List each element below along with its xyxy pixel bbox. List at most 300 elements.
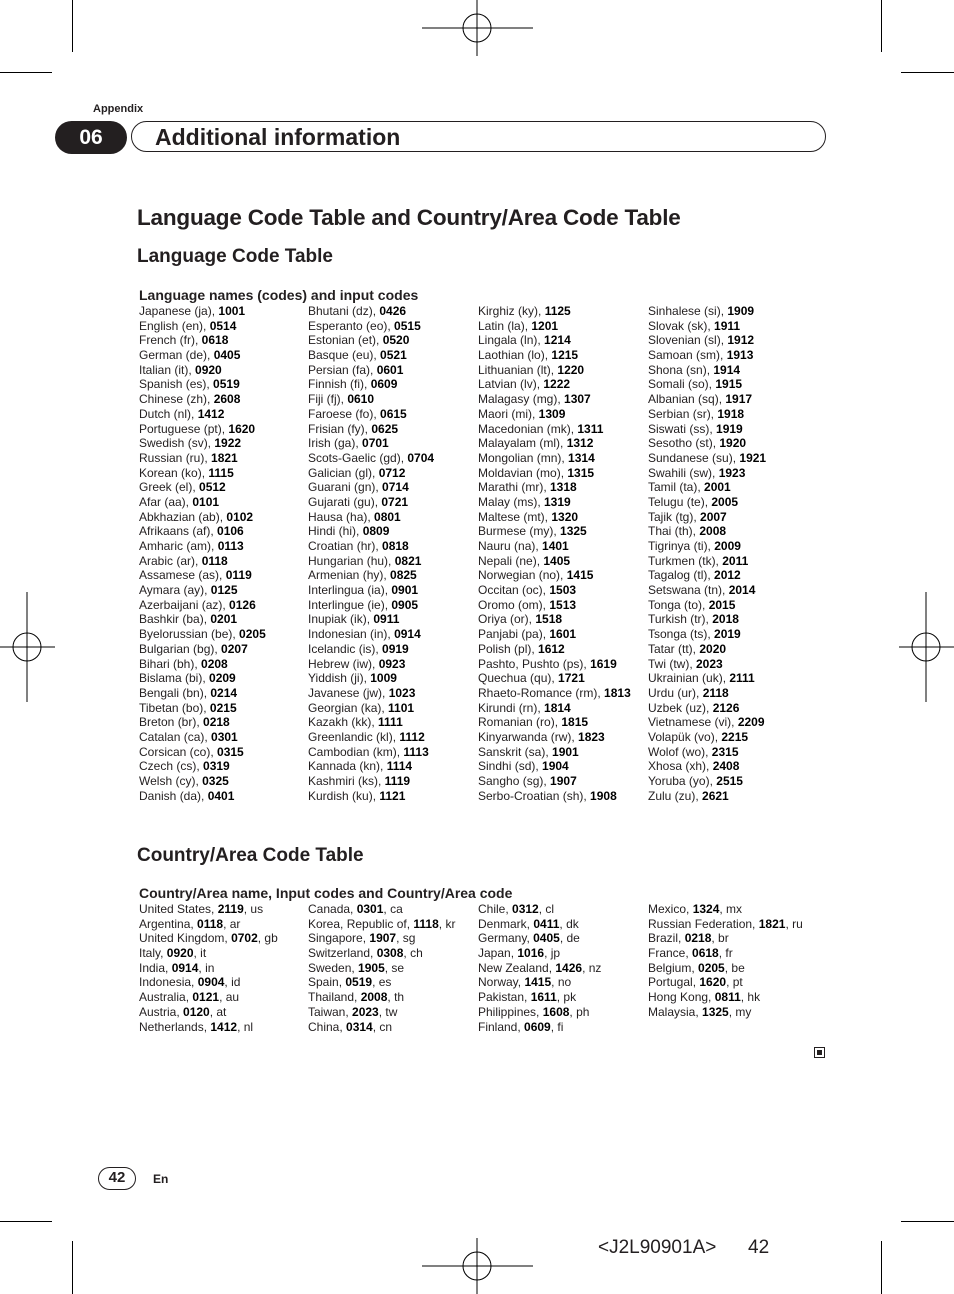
entry-code: 2023 xyxy=(352,1004,379,1019)
entry-name: Slovak (sk), xyxy=(648,318,715,333)
entry-code: 0818 xyxy=(382,539,409,553)
entry-code: 0401 xyxy=(207,788,235,803)
crop-mark xyxy=(881,0,882,52)
entry-name: Corsican (co), xyxy=(139,744,218,759)
language-entry xyxy=(648,568,766,583)
page-number-badge: 42 xyxy=(98,1167,136,1190)
country-entry xyxy=(308,1005,455,1020)
language-entry xyxy=(478,759,631,774)
entry-suffix: , no xyxy=(551,975,572,990)
entry-code: 0821 xyxy=(394,553,422,568)
language-entry xyxy=(308,510,434,525)
entry-code: 1503 xyxy=(549,583,577,598)
entry-code: 1901 xyxy=(552,744,579,759)
entry-code: 1918 xyxy=(717,406,745,421)
entry-code: 0113 xyxy=(217,539,244,553)
entry-code: 2126 xyxy=(712,700,740,715)
language-entry xyxy=(139,333,266,348)
language-column-4 xyxy=(648,304,766,803)
entry-name: Chinese (zh), xyxy=(139,392,214,407)
language-entry xyxy=(308,789,434,804)
entry-name: Indonesia, xyxy=(139,975,198,990)
language-entry xyxy=(308,612,434,627)
entry-name: Swedish (sv), xyxy=(139,436,215,451)
entry-code: 0218 xyxy=(203,715,230,730)
entry-code: 0512 xyxy=(199,480,226,495)
country-entry xyxy=(648,917,803,932)
entry-name: Dutch (nl), xyxy=(139,406,198,421)
language-entry xyxy=(139,377,266,392)
language-entry xyxy=(308,348,434,363)
entry-suffix: , gb xyxy=(257,931,278,946)
entry-code: 1314 xyxy=(568,450,595,465)
entry-name: Taiwan, xyxy=(308,1004,353,1019)
entry-name: Norwegian (no), xyxy=(478,568,567,583)
entry-name: Greek (el), xyxy=(139,480,200,495)
entry-code: 0618 xyxy=(692,946,719,961)
entry-name: Frisian (fy), xyxy=(308,421,372,436)
entry-code: 0411 xyxy=(533,916,560,931)
country-entry xyxy=(139,946,278,961)
language-entry xyxy=(478,789,631,804)
language-entry xyxy=(139,657,266,672)
entry-code: 2315 xyxy=(711,744,739,759)
entry-code: 1121 xyxy=(379,788,406,803)
entry-code: 2020 xyxy=(699,641,727,656)
entry-name: Faroese (fo), xyxy=(308,406,381,421)
entry-code: 0920 xyxy=(195,362,222,377)
job-code: <J2L90901A> xyxy=(598,1237,717,1258)
language-entry xyxy=(139,671,266,686)
entry-name: Malagasy (mg), xyxy=(478,392,565,407)
entry-suffix: , pt xyxy=(726,975,743,990)
entry-name: Portuguese (pt), xyxy=(139,421,229,436)
entry-name: United Kingdom, xyxy=(139,931,232,946)
entry-code: 0106 xyxy=(217,524,244,539)
entry-name: Aymara (ay), xyxy=(139,583,211,598)
entry-name: Latin (la), xyxy=(478,318,532,333)
crop-mark xyxy=(901,1221,954,1222)
entry-name: Telugu (te), xyxy=(648,494,712,509)
language-entry xyxy=(139,319,266,334)
entry-code: 0118 xyxy=(197,916,224,931)
entry-code: 0712 xyxy=(378,465,406,480)
entry-code: 2119 xyxy=(217,902,244,916)
entry-code: 0214 xyxy=(210,685,238,700)
language-entry xyxy=(139,568,266,583)
entry-name: Maltese (mt), xyxy=(478,509,552,524)
entry-name: India, xyxy=(139,960,172,975)
entry-code: 1325 xyxy=(702,1004,729,1019)
entry-name: Catalan (ca), xyxy=(139,729,212,744)
entry-code: 1412 xyxy=(197,406,225,421)
language-entry xyxy=(648,422,766,437)
entry-name: Latvian (lv), xyxy=(478,377,544,392)
language-entry xyxy=(308,627,434,642)
language-entry xyxy=(478,715,631,730)
entry-code: 1312 xyxy=(566,436,594,451)
crop-mark xyxy=(72,0,73,52)
language-entry xyxy=(308,701,434,716)
entry-name: Sangho (sg), xyxy=(478,774,551,788)
language-entry xyxy=(478,612,631,627)
entry-code: 1118 xyxy=(413,916,439,931)
language-entry xyxy=(308,422,434,437)
language-entry xyxy=(648,407,766,422)
language-entry xyxy=(478,319,631,334)
language-entry xyxy=(308,436,434,451)
entry-suffix: , tw xyxy=(378,1004,398,1019)
language-entry xyxy=(139,789,266,804)
entry-code: 0201 xyxy=(210,612,238,627)
language-entry xyxy=(478,524,631,539)
entry-name: Panjabi (pa), xyxy=(478,627,550,642)
registration-mark-icon xyxy=(0,592,55,702)
entry-code: 0911 xyxy=(373,612,400,627)
entry-code: 0208 xyxy=(201,656,228,671)
entry-name: Fiji (fj), xyxy=(308,392,348,407)
entry-code: 1914 xyxy=(713,362,741,377)
language-entry xyxy=(308,333,434,348)
language-entry xyxy=(139,480,266,495)
entry-code: 1201 xyxy=(531,318,559,333)
entry-name: Tamil (ta), xyxy=(648,480,705,495)
entry-name: Oriya (or), xyxy=(478,612,536,627)
language-entry xyxy=(139,554,266,569)
language-entry xyxy=(308,730,434,745)
language-entry xyxy=(478,686,631,701)
entry-name: Galician (gl), xyxy=(308,465,379,480)
chapter-number-badge: 06 xyxy=(55,121,127,154)
language-entry xyxy=(648,554,766,569)
entry-suffix: , ru xyxy=(785,916,803,931)
language-entry xyxy=(648,377,766,392)
entry-name: Bulgarian (bg), xyxy=(139,641,222,656)
entry-name: France, xyxy=(648,946,693,961)
entry-code: 1009 xyxy=(370,671,397,686)
entry-name: Tajik (tg), xyxy=(648,509,701,524)
entry-suffix: , it xyxy=(193,946,207,961)
entry-code: 1114 xyxy=(386,759,413,774)
entry-name: Thai (th), xyxy=(648,524,700,539)
entry-name: Cambodian (km), xyxy=(308,744,404,759)
language-entry xyxy=(648,392,766,407)
language-entry xyxy=(139,363,266,378)
language-entry xyxy=(308,642,434,657)
entry-code: 2001 xyxy=(704,480,731,495)
entry-name: Sweden, xyxy=(308,960,359,975)
language-entry xyxy=(478,436,631,451)
entry-code: 1111 xyxy=(378,715,403,730)
entry-code: 1912 xyxy=(727,333,755,348)
entry-name: Burmese (my), xyxy=(478,524,561,539)
language-entry xyxy=(478,348,631,363)
entry-name: Sundanese (su), xyxy=(648,450,740,465)
entry-code: 2008 xyxy=(699,524,727,539)
entry-name: Sanskrit (sa), xyxy=(478,744,553,759)
entry-suffix: , au xyxy=(219,990,240,1005)
language-entry xyxy=(139,495,266,510)
entry-code: 2023 xyxy=(696,656,723,671)
appendix-label: Appendix xyxy=(93,103,144,115)
language-entry xyxy=(308,480,434,495)
country-entry xyxy=(139,1005,278,1020)
crop-mark xyxy=(0,1221,52,1222)
entry-name: Urdu (ur), xyxy=(648,685,703,700)
entry-name: Armenian (hy), xyxy=(308,568,391,583)
entry-name: Lingala (ln), xyxy=(478,333,545,348)
entry-code: 1611 xyxy=(530,990,557,1005)
country-entry xyxy=(139,1020,278,1035)
entry-code: 0825 xyxy=(390,568,417,583)
language-entry xyxy=(648,319,766,334)
entry-name: Spanish (es), xyxy=(139,377,214,392)
entry-code: 2014 xyxy=(728,583,756,598)
entry-name: Afar (aa), xyxy=(139,494,193,509)
country-entry xyxy=(308,931,455,946)
entry-name: Austria, xyxy=(139,1004,184,1019)
entry-code: 1919 xyxy=(716,421,743,436)
entry-name: Swahili (sw), xyxy=(648,465,719,480)
language-entry xyxy=(478,333,631,348)
country-table-heading: Country/Area name, Input codes and Country/Area code xyxy=(139,885,513,901)
entry-suffix: , th xyxy=(387,990,405,1005)
entry-code: 0904 xyxy=(197,975,225,990)
entry-name: Zulu (zu), xyxy=(648,788,703,803)
language-entry xyxy=(308,466,434,481)
entry-code: 0205 xyxy=(239,627,266,642)
language-entry xyxy=(139,627,266,642)
language-entry xyxy=(478,422,631,437)
entry-name: Slovenian (sl), xyxy=(648,333,728,348)
entry-suffix: , fr xyxy=(718,946,733,961)
entry-name: Japan, xyxy=(478,946,518,961)
entry-code: 0914 xyxy=(394,627,421,642)
language-entry xyxy=(478,598,631,613)
entry-suffix: , de xyxy=(559,931,580,946)
entry-code: 0319 xyxy=(203,759,230,774)
entry-name: Kazakh (kk), xyxy=(308,715,379,730)
entry-code: 1101 xyxy=(388,700,415,715)
entry-code: 1911 xyxy=(714,318,741,333)
entry-code: 1405 xyxy=(543,553,571,568)
entry-name: Mexico, xyxy=(648,902,693,916)
entry-name: Kinyarwanda (rw), xyxy=(478,729,579,744)
entry-suffix: , se xyxy=(384,960,405,975)
entry-name: Occitan (oc), xyxy=(478,583,550,598)
entry-name: Spain, xyxy=(308,975,346,990)
entry-code: 0923 xyxy=(378,656,406,671)
entry-name: Belgium, xyxy=(648,960,699,975)
entry-code: 1016 xyxy=(517,946,545,961)
entry-suffix: , pk xyxy=(556,990,577,1005)
country-entry xyxy=(648,990,803,1005)
entry-name: Polish (pl), xyxy=(478,641,539,656)
entry-name: English (en), xyxy=(139,318,210,333)
entry-suffix: , mx xyxy=(719,902,743,916)
language-entry xyxy=(139,348,266,363)
entry-name: German (de), xyxy=(139,348,214,363)
entry-name: Estonian (et), xyxy=(308,333,383,348)
entry-code: 1426 xyxy=(555,960,583,975)
entry-name: Amharic (am), xyxy=(139,539,218,553)
entry-name: Chile, xyxy=(478,902,513,916)
language-entry xyxy=(478,745,631,760)
entry-name: Italy, xyxy=(139,946,167,961)
entry-suffix: , jp xyxy=(544,946,561,961)
language-entry xyxy=(308,304,434,319)
language-entry xyxy=(648,598,766,613)
entry-name: Lithuanian (lt), xyxy=(478,362,558,377)
language-entry xyxy=(648,657,766,672)
language-entry xyxy=(648,627,766,642)
entry-code: 1815 xyxy=(561,715,589,730)
language-entry xyxy=(478,701,631,716)
language-entry xyxy=(478,657,631,672)
entry-name: Irish (ga), xyxy=(308,436,363,451)
country-entry xyxy=(139,975,278,990)
language-entry xyxy=(648,304,766,319)
entry-code: 1412 xyxy=(210,1019,238,1034)
country-entry xyxy=(478,1020,601,1035)
language-entry xyxy=(478,568,631,583)
language-entry xyxy=(308,407,434,422)
entry-code: 1908 xyxy=(590,788,617,803)
entry-name: Guarani (gn), xyxy=(308,480,383,495)
language-entry xyxy=(308,774,434,789)
country-entry xyxy=(478,1005,601,1020)
country-entry xyxy=(308,902,455,917)
entry-code: 1325 xyxy=(560,524,587,539)
entry-code: 1320 xyxy=(551,509,579,524)
entry-code: 1821 xyxy=(758,916,786,931)
language-entry xyxy=(478,392,631,407)
language-entry xyxy=(478,304,631,319)
entry-suffix: , br xyxy=(711,931,729,946)
entry-name: Volapük (vo), xyxy=(648,729,722,744)
entry-name: Korea, Republic of, xyxy=(308,916,414,931)
entry-name: Russian (ru), xyxy=(139,450,212,465)
language-entry xyxy=(139,539,266,554)
entry-suffix: , ca xyxy=(383,902,403,916)
entry-code: 0515 xyxy=(394,318,421,333)
entry-code: 0702 xyxy=(231,931,258,946)
entry-code: 1023 xyxy=(388,685,416,700)
entry-name: Gujarati (gu), xyxy=(308,494,382,509)
language-entry xyxy=(648,715,766,730)
country-column-4 xyxy=(648,902,803,1020)
entry-name: Romanian (ro), xyxy=(478,715,562,730)
entry-name: Hausa (ha), xyxy=(308,509,375,524)
entry-code: 0314 xyxy=(346,1019,373,1034)
entry-suffix: , in xyxy=(198,960,215,975)
entry-code: 1813 xyxy=(604,685,631,700)
language-entry xyxy=(478,480,631,495)
language-entry xyxy=(648,495,766,510)
entry-code: 2111 xyxy=(729,671,755,686)
crop-mark xyxy=(901,72,954,73)
entry-code: 1601 xyxy=(549,627,577,642)
entry-name: Tibetan (bo), xyxy=(139,700,210,715)
language-entry xyxy=(648,789,766,804)
entry-name: Bhutani (dz), xyxy=(308,304,380,318)
entry-name: Moldavian (mo), xyxy=(478,465,568,480)
entry-name: Mongolian (mn), xyxy=(478,450,569,465)
entry-code: 1915 xyxy=(715,377,743,392)
entry-name: Kannada (kn), xyxy=(308,759,387,774)
entry-suffix: , dk xyxy=(559,916,579,931)
language-entry xyxy=(308,568,434,583)
entry-name: Kirundi (rn), xyxy=(478,700,545,715)
entry-name: Kirghiz (ky), xyxy=(478,304,545,318)
entry-code: 2608 xyxy=(213,392,241,407)
entry-code: 0615 xyxy=(380,406,407,421)
entry-name: Tatar (tt), xyxy=(648,641,700,656)
entry-code: 0325 xyxy=(202,774,229,788)
language-entry xyxy=(139,451,266,466)
entry-name: Netherlands, xyxy=(139,1019,211,1034)
entry-code: 0618 xyxy=(201,333,229,348)
country-entry xyxy=(308,975,455,990)
language-entry xyxy=(139,510,266,525)
entry-code: 2215 xyxy=(721,729,749,744)
entry-name: Switzerland, xyxy=(308,946,377,961)
country-entry xyxy=(648,975,803,990)
entry-code: 0405 xyxy=(533,931,560,946)
entry-code: 1001 xyxy=(218,304,246,318)
entry-suffix: , us xyxy=(243,902,264,916)
language-entry xyxy=(139,701,266,716)
entry-code: 0405 xyxy=(213,348,241,363)
entry-name: Interlingue (ie), xyxy=(308,597,392,612)
entry-name: Czech (cs), xyxy=(139,759,204,774)
country-entry xyxy=(139,902,278,917)
entry-name: Yoruba (yo), xyxy=(648,774,717,788)
entry-code: 1721 xyxy=(558,671,585,686)
language-entry xyxy=(139,466,266,481)
entry-suffix: , sg xyxy=(396,931,416,946)
entry-code: 0126 xyxy=(229,597,256,612)
language-entry xyxy=(139,583,266,598)
entry-name: Basque (eu), xyxy=(308,348,381,363)
entry-code: 0205 xyxy=(698,960,725,975)
entry-name: Singapore, xyxy=(308,931,370,946)
language-entry xyxy=(139,407,266,422)
language-entry xyxy=(308,319,434,334)
entry-code: 2621 xyxy=(702,788,729,803)
entry-code: 0315 xyxy=(217,744,244,759)
entry-name: Finnish (fi), xyxy=(308,377,371,392)
entry-name: Javanese (jw), xyxy=(308,685,389,700)
entry-suffix: , ar xyxy=(223,916,241,931)
country-entry xyxy=(648,931,803,946)
language-entry xyxy=(648,583,766,598)
entry-name: Somali (so), xyxy=(648,377,716,392)
language-entry xyxy=(139,598,266,613)
language-entry xyxy=(648,701,766,716)
entry-code: 1222 xyxy=(543,377,571,392)
entry-code: 2515 xyxy=(716,774,743,788)
entry-name: Yiddish (ji), xyxy=(308,671,371,686)
language-entry xyxy=(308,671,434,686)
entry-name: Macedonian (mk), xyxy=(478,421,578,436)
entry-name: Turkish (tr), xyxy=(648,612,713,627)
entry-code: 1513 xyxy=(549,597,577,612)
entry-name: Setswana (tn), xyxy=(648,583,729,598)
entry-code: 1220 xyxy=(557,362,585,377)
entry-name: Wolof (wo), xyxy=(648,744,712,759)
language-entry xyxy=(139,730,266,745)
